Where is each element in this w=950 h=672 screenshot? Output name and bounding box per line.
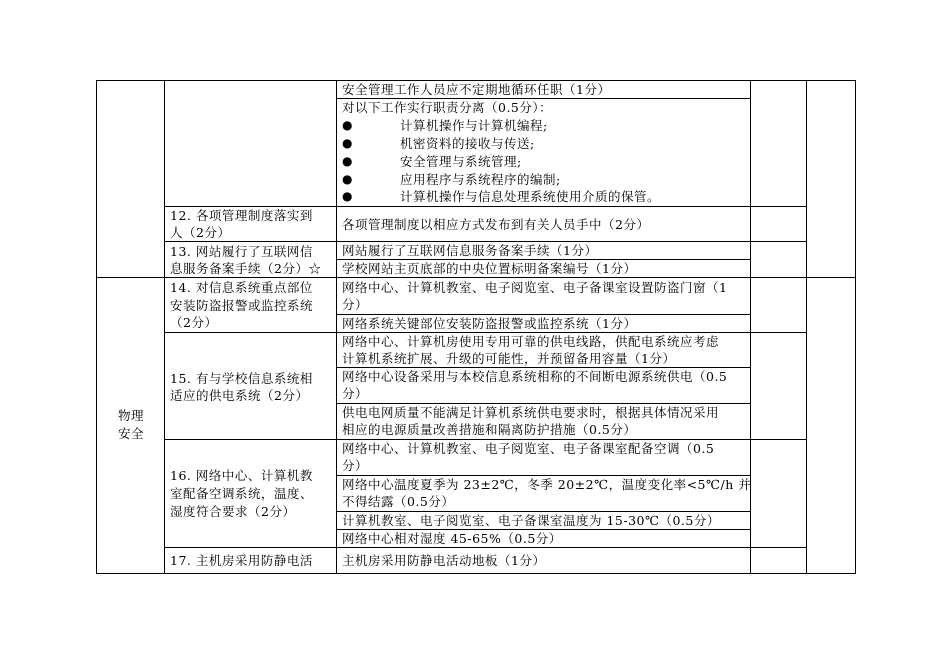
criteria-text: 各项管理制度以相应方式发布到有关人员手中（2分） [342, 217, 650, 232]
criteria-text: 安全管理工作人员应不定期地循环任职（1分） [342, 82, 611, 97]
table-border-left [96, 80, 97, 574]
criteria-text: 分） [342, 458, 369, 473]
item-text: 息服务备案手续（2分）☆ [170, 261, 322, 276]
category-label: 安全 [118, 426, 145, 441]
bullet-icon: ● [342, 154, 353, 168]
criteria-text: 对以下工作实行职责分离（0.5分）： [342, 100, 553, 115]
item-text: 16. 网络中心、计算机教 [170, 468, 313, 483]
criteria-text: 学校网站主页底部的中央位置标明备案编号（1分） [342, 261, 637, 276]
criteria-text: 主机房采用防静电活动地板（1分） [342, 553, 546, 568]
item-text: （2分） [170, 315, 218, 330]
item-text: 适应的供电系统（2分） [170, 388, 309, 403]
section-divider [96, 277, 856, 278]
bullet-icon: ● [342, 136, 353, 150]
item-text: 安装防盗报警或监控系统 [170, 298, 314, 313]
item-text: 湿度符合要求（2分） [170, 504, 296, 519]
bullet-text: 应用程序与系统程序的编制; [400, 172, 561, 187]
criteria-text: 网络中心、计算机房使用专用可靠的供电线路，供配电系统应考虑 [342, 334, 720, 349]
bullet-icon: ● [342, 189, 353, 203]
item-text: 人（2分） [170, 225, 231, 240]
criteria-text: 不得结露（0.5分） [342, 494, 455, 509]
col-divider-1 [164, 80, 165, 574]
item-text: 14. 对信息系统重点部位 [170, 280, 313, 295]
col-divider-3 [750, 80, 751, 574]
criteria-text: 分） [342, 297, 369, 312]
item-text: 室配备空调系统，温度、 [170, 486, 314, 501]
col-divider-4 [806, 80, 807, 574]
criteria-text: 网络中心、计算机教室、电子阅览室、电子备课室设置防盗门窗（1 [342, 280, 728, 295]
criteria-text: 网络系统关键部位安装防盗报警或监控系统（1分） [342, 316, 637, 331]
item-text: 15. 有与学校信息系统相 [170, 371, 313, 386]
criteria-text: 相应的电源质量改善措施和隔离防护措施（0.5分） [342, 422, 637, 437]
bullet-text: 机密资料的接收与传送; [400, 136, 535, 151]
criteria-text: 网络中心相对湿度 45-65%（0.5分） [342, 531, 562, 546]
criteria-text: 计算机系统扩展、升级的可能性，并预留备用容量（1分） [342, 351, 676, 366]
table-border-bottom [96, 573, 856, 574]
table-border-right [855, 80, 856, 574]
criteria-text: 网络中心温度夏季为 23±2℃，冬季 20±2℃，温度变化率<5℃/h 并 [342, 477, 752, 492]
criteria-text: 网站履行了互联网信息服务备案手续（1分） [342, 243, 598, 258]
bullet-text: 计算机操作与计算机编程; [400, 118, 548, 133]
criteria-text: 供电电网质量不能满足计算机系统供电要求时，根据具体情况采用 [342, 405, 720, 420]
col-divider-2 [336, 80, 337, 574]
bullet-icon: ● [342, 118, 353, 132]
criteria-text: 计算机教室、电子阅览室、电子备课室温度为 15-30℃（0.5分） [342, 513, 720, 528]
bullet-text: 安全管理与系统管理; [400, 154, 522, 169]
criteria-text: 网络中心设备采用与本校信息系统相称的不间断电源系统供电（0.5 [342, 369, 728, 384]
item-text: 12. 各项管理制度落实到 [170, 208, 313, 223]
row-line [164, 547, 806, 548]
criteria-text: 网络中心、计算机教室、电子阅览室、电子备课室配备空调（0.5 [342, 441, 715, 456]
bullet-text: 计算机操作与信息处理系统使用介质的保管。 [400, 189, 661, 204]
bullet-icon: ● [342, 172, 353, 186]
item-text: 13. 网站履行了互联网信 [170, 244, 313, 259]
item-text: 17. 主机房采用防静电活 [170, 553, 313, 568]
category-label: 物理 [118, 408, 145, 423]
criteria-text: 分） [342, 386, 369, 401]
